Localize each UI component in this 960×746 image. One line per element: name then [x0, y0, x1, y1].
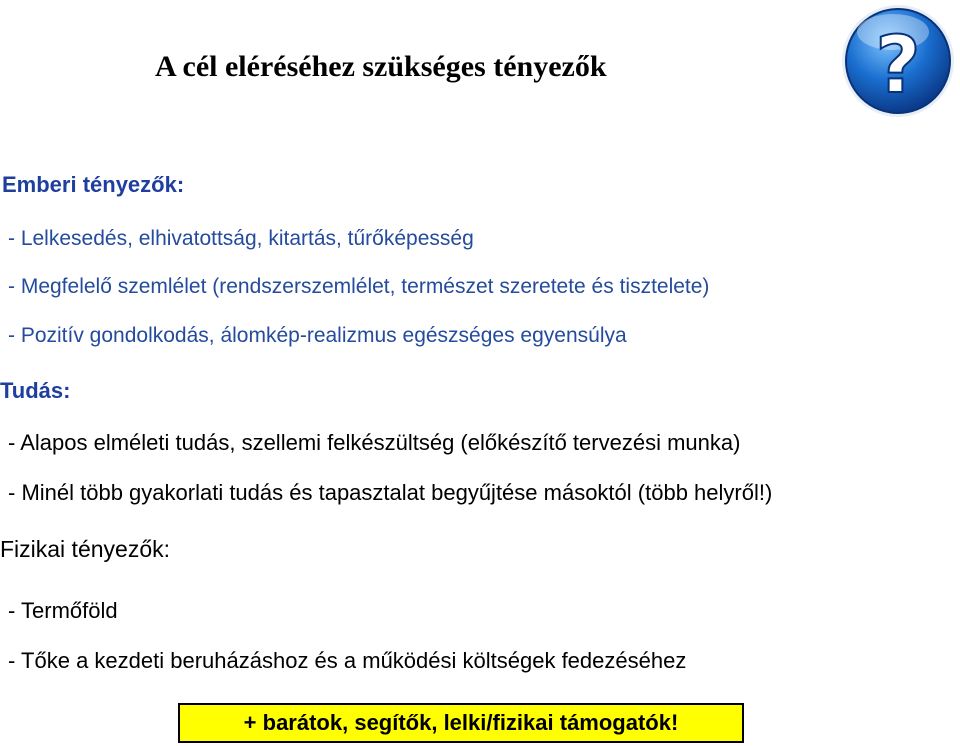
heading-knowledge: Tudás: — [0, 378, 71, 403]
list-item: - Tőke a kezdeti beruházáshoz és a működési költségek fedezéséhez — [8, 648, 687, 673]
svg-text:?: ? — [875, 21, 921, 111]
list-item: - Minél több gyakorlati tudás és tapasztalat begyűjtése másoktól (több helyről!) — [8, 480, 773, 505]
heading-human-factors: Emberi tényezők: — [2, 172, 185, 197]
page-title: A cél eléréséhez szükséges tényezők — [155, 50, 607, 83]
list-item: - Alapos elméleti tudás, szellemi felkészültség (előkészítő tervezési munka) — [8, 430, 741, 455]
list-item: - Megfelelő szemlélet (rendszerszemlélet, természet szeretete és tisztelete) — [8, 275, 710, 298]
question-mark-icon — [838, 2, 958, 120]
list-item: - Pozitív gondolkodás, álomkép-realizmus egészséges egyensúlya — [8, 324, 627, 347]
support-callout: + barátok, segítők, lelki/fizikai támogatók! — [178, 703, 744, 743]
heading-physical-factors: Fizikai tényezők: — [0, 536, 171, 562]
list-item: - Lelkesedés, elhivatottság, kitartás, tűrőképesség — [8, 227, 474, 250]
list-item: - Termőföld — [8, 598, 118, 623]
